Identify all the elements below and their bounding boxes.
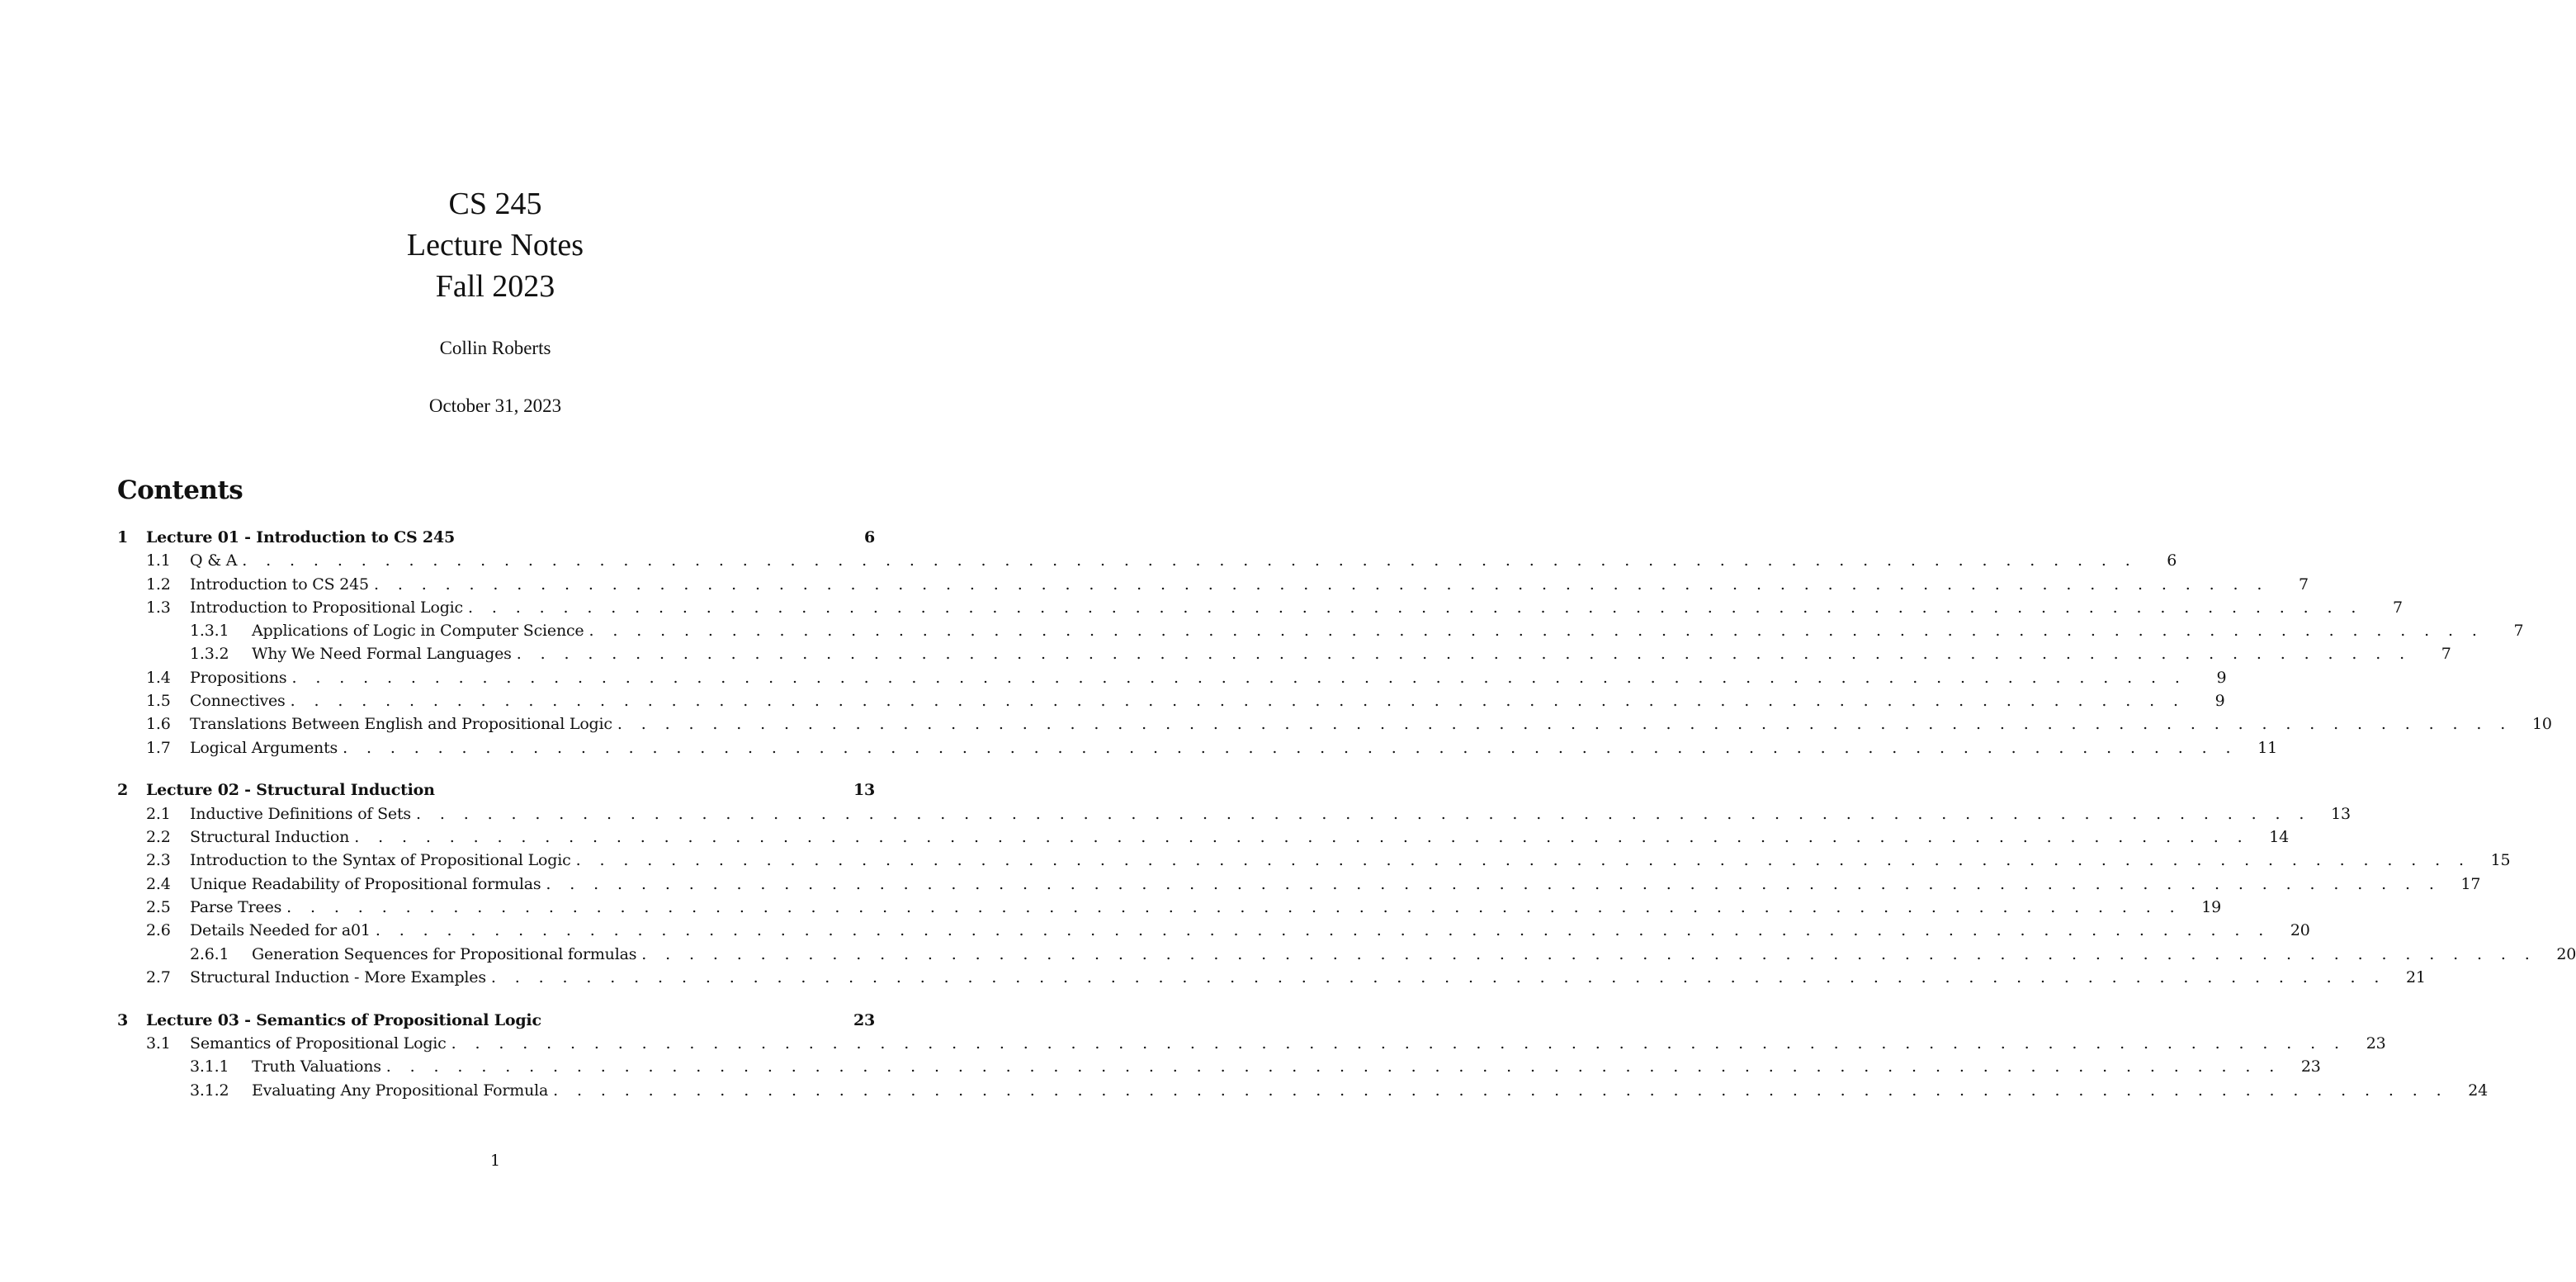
toc-entry-title: Propositions bbox=[190, 668, 287, 687]
toc-chapter-entry[interactable] bbox=[117, 1009, 875, 1032]
toc-entry-number: 2.5 bbox=[146, 897, 171, 916]
toc-entry-title: Evaluating Any Propositional Formula bbox=[252, 1081, 549, 1100]
toc-section-entry[interactable] bbox=[117, 919, 2310, 942]
dot-leader: . . . . . . . . . . . . . . . . . . . . . . . . . . . . . . . . . . . . . . . . . . . . . . . . . . . . . . . . . . . . . . . . . . . . . . . . . . . . . . . . bbox=[516, 645, 2412, 664]
dot-leader: . . . . . . . . . . . . . . . . . . . . . . . . . . . . . . . . . . . . . . . . . . . . . . . . . . . . . . . . . . . . . . . . . . . . . . . . . . . . . . . . bbox=[291, 668, 2187, 687]
toc-entry-title: Logical Arguments bbox=[190, 738, 338, 757]
toc-subsection-entry[interactable] bbox=[117, 642, 2451, 665]
toc-entry-page: 21 bbox=[2406, 967, 2426, 986]
toc-chapter-page: 6 bbox=[863, 528, 875, 546]
toc-entry-number: 3.1.1 bbox=[190, 1057, 229, 1076]
dot-leader: . . . . . . . . . . . . . . . . . . . . . . . . . . . . . . . . . . . . . . . . . . . . . . . . . . . . . . . . . . . . . . . . . . . . . . . . . . . . . . . . bbox=[354, 828, 2250, 847]
toc-entry-number: 1.4 bbox=[146, 668, 171, 687]
toc-entry-page: 11 bbox=[2257, 738, 2277, 757]
toc-entry-title: Q & A bbox=[190, 551, 238, 570]
toc-entry-title: Semantics of Propositional Logic bbox=[190, 1034, 447, 1053]
dot-leader: . . . . . . . . . . . . . . . . . . . . . . . . . . . . . . . . . . . . . . . . . . . . . . . . . . . . . . . . . . . . . . . . . . . . . . . . . . . . . . . . bbox=[546, 874, 2441, 893]
toc-section-entry[interactable] bbox=[117, 573, 2309, 596]
toc-entry-page: 9 bbox=[2214, 692, 2225, 711]
toc-entry-page: 17 bbox=[2460, 874, 2481, 893]
toc-entry-page: 24 bbox=[2468, 1081, 2489, 1100]
toc-chapter-number: 1 bbox=[117, 528, 129, 546]
toc-subsection-entry[interactable] bbox=[117, 1079, 2489, 1102]
dot-leader: . . . . . . . . . . . . . . . . . . . . . . . . . . . . . . . . . . . . . . . . . . . . . . . . . . . . . . . . . . . . . . . . . . . . . . . . . . . . . . . . bbox=[451, 1034, 2347, 1053]
toc-entry-number: 1.3.2 bbox=[190, 645, 229, 664]
toc-entry-number: 2.6.1 bbox=[190, 944, 229, 963]
toc-entry-number: 1.6 bbox=[146, 715, 171, 734]
dot-leader: . . . . . . . . . . . . . . . . . . . . . . . . . . . . . . . . . . . . . . . . . . . . . . . . . . . . . . . . . . . . . . . . . . . . . . . . . . . . . . . . bbox=[553, 1081, 2449, 1100]
toc-section-entry[interactable] bbox=[117, 666, 2227, 689]
contents-heading: Contents bbox=[117, 475, 243, 505]
dot-leader: . . . . . . . . . . . . . . . . . . . . . . . . . . . . . . . . . . . . . . . . . . . . . . . . . . . . . . . . . . . . . . . . . . . . . . . . . . . . . . . . bbox=[490, 967, 2386, 986]
dot-leader: . . . . . . . . . . . . . . . . . . . . . . . . . . . . . . . . . . . . . . . . . . . . . . . . . . . . . . . . . . . . . . . . . . . . . . . . . . . . . . . . bbox=[375, 921, 2271, 940]
dot-leader: . . . . . . . . . . . . . . . . . . . . . . . . . . . . . . . . . . . . . . . . . . . . . . . . . . . . . . . . . . . . . . . . . . . . . . . . . . . . . . . . bbox=[242, 551, 2138, 570]
toc-entry-page: 15 bbox=[2490, 851, 2511, 870]
toc-chapter-page: 13 bbox=[853, 781, 876, 800]
toc-entry-page: 7 bbox=[2441, 645, 2451, 664]
toc-entry-page: 19 bbox=[2201, 897, 2222, 916]
toc-entry-title: Generation Sequences for Propositional formulas bbox=[252, 944, 637, 963]
dot-leader: . . . . . . . . . . . . . . . . . . . . . . . . . . . . . . . . . . . . . . . . . . . . . . . . . . . . . . . . . . . . . . . . . . . . . . . . . . . . . . . . bbox=[385, 1057, 2281, 1076]
document-date: October 31, 2023 bbox=[428, 395, 562, 416]
toc-entry-page: 9 bbox=[2216, 668, 2227, 687]
toc-section-entry[interactable] bbox=[117, 549, 2177, 572]
toc-entry-title: Truth Valuations bbox=[252, 1057, 381, 1076]
toc-chapter-number: 2 bbox=[117, 781, 129, 800]
toc-entry-title: Structural Induction - More Examples bbox=[190, 967, 486, 986]
toc-chapter-entry[interactable] bbox=[117, 526, 875, 549]
toc-entry-number: 2.3 bbox=[146, 851, 171, 870]
toc-entry-number: 1.1 bbox=[146, 551, 171, 570]
toc-chapter-title: Lecture 03 - Semantics of Propositional Logic bbox=[146, 1010, 541, 1029]
toc-chapter-title: Lecture 01 - Introduction to CS 245 bbox=[146, 528, 455, 546]
toc-entry-title: Structural Induction bbox=[190, 828, 350, 847]
dot-leader: . . . . . . . . . . . . . . . . . . . . . . . . . . . . . . . . . . . . . . . . . . . . . . . . . . . . . . . . . . . . . . . . . . . . . . . . . . . . . . . . bbox=[467, 598, 2363, 617]
toc-entry-title: Parse Trees bbox=[190, 897, 282, 916]
toc-chapter-page: 23 bbox=[853, 1010, 876, 1029]
document-title-term: Fall 2023 bbox=[435, 269, 555, 304]
toc-section-entry[interactable] bbox=[117, 825, 2290, 849]
toc-entry-number: 1.7 bbox=[146, 738, 171, 757]
toc-section-entry[interactable] bbox=[117, 736, 2277, 759]
toc-entry-page: 20 bbox=[2290, 921, 2310, 940]
dot-leader: . . . . . . . . . . . . . . . . . . . . . . . . . . . . . . . . . . . . . . . . . . . . . . . . . . . . . . . . . . . . . . . . . . . . . . . . . . . . . . . . bbox=[588, 622, 2484, 641]
toc-chapter bbox=[117, 1009, 2489, 1102]
dot-leader: . . . . . . . . . . . . . . . . . . . . . . . . . . . . . . . . . . . . . . . . . . . . . . . . . . . . . . . . . . . . . . . . . . . . . . . . . . . . . . . . bbox=[290, 692, 2186, 711]
toc-entry-page: 7 bbox=[2298, 575, 2309, 594]
toc-entry-page: 13 bbox=[2331, 804, 2351, 823]
toc-section-entry[interactable] bbox=[117, 1032, 2386, 1055]
document-title-course: CS 245 bbox=[448, 187, 542, 221]
toc-entry-page: 7 bbox=[2513, 622, 2524, 641]
toc-subsection-entry[interactable] bbox=[117, 943, 2576, 966]
toc-entry-number: 2.4 bbox=[146, 874, 171, 893]
toc-entry-page: 23 bbox=[2300, 1057, 2321, 1076]
toc-entry-title: Connectives bbox=[190, 692, 286, 711]
toc-section-entry[interactable] bbox=[117, 596, 2403, 619]
toc-entry-number: 1.5 bbox=[146, 692, 171, 711]
toc-entry-number: 3.1.2 bbox=[190, 1081, 229, 1100]
dot-leader: . . . . . . . . . . . . . . . . . . . . . . . . . . . . . . . . . . . . . . . . . . . . . . . . . . . . . . . . . . . . . . . . . . . . . . . . . . . . . . . . bbox=[617, 715, 2512, 734]
toc-entry-title: Translations Between English and Propositional Logic bbox=[190, 715, 612, 734]
dot-leader: . . . . . . . . . . . . . . . . . . . . . . . . . . . . . . . . . . . . . . . . . . . . . . . . . . . . . . . . . . . . . . . . . . . . . . . . . . . . . . . . bbox=[286, 897, 2182, 916]
toc-entry-title: Applications of Logic in Computer Science bbox=[252, 622, 584, 641]
toc-section-entry[interactable] bbox=[117, 802, 2351, 825]
toc-entry-number: 2.7 bbox=[146, 967, 171, 986]
toc-entry-number: 2.6 bbox=[146, 921, 171, 940]
table-of-contents bbox=[117, 526, 2576, 1121]
toc-section-entry[interactable] bbox=[117, 689, 2225, 712]
title-block bbox=[0, 183, 990, 423]
toc-entry-page: 23 bbox=[2366, 1034, 2386, 1053]
toc-chapter-number: 3 bbox=[117, 1010, 129, 1029]
toc-chapter bbox=[117, 526, 2552, 759]
toc-entry-number: 2.1 bbox=[146, 804, 171, 823]
toc-chapter bbox=[117, 778, 2576, 989]
toc-entry-number: 1.3 bbox=[146, 598, 171, 617]
toc-section-entry[interactable] bbox=[117, 849, 2511, 872]
toc-entry-title: Why We Need Formal Languages bbox=[252, 645, 512, 664]
toc-entry-page: 10 bbox=[2531, 715, 2552, 734]
toc-section-entry[interactable] bbox=[117, 966, 2426, 989]
dot-leader: . . . . . . . . . . . . . . . . . . . . . . . . . . . . . . . . . . . . . . . . . . . . . . . . . . . . . . . . . . . . . . . . . . . . . . . . . . . . . . . . bbox=[373, 575, 2269, 594]
toc-entry-page: 20 bbox=[2556, 944, 2576, 963]
toc-entry-number: 2.2 bbox=[146, 828, 171, 847]
page-number: 1 bbox=[489, 1152, 501, 1170]
toc-entry-title: Unique Readability of Propositional formulas bbox=[190, 874, 541, 893]
author: Collin Roberts bbox=[439, 338, 551, 358]
toc-section-entry[interactable] bbox=[117, 896, 2222, 919]
toc-entry-title: Introduction to the Syntax of Propositional Logic bbox=[190, 851, 571, 870]
toc-subsection-entry[interactable] bbox=[117, 1055, 2321, 1078]
toc-entry-title: Details Needed for a01 bbox=[190, 921, 371, 940]
dot-leader: . . . . . . . . . . . . . . . . . . . . . . . . . . . . . . . . . . . . . . . . . . . . . . . . . . . . . . . . . . . . . . . . . . . . . . . . . . . . . . . . bbox=[641, 944, 2537, 963]
toc-chapter-title: Lecture 02 - Structural Induction bbox=[146, 781, 435, 800]
toc-entry-page: 7 bbox=[2392, 598, 2403, 617]
toc-subsection-entry[interactable] bbox=[117, 619, 2524, 642]
toc-entry-page: 14 bbox=[2269, 828, 2290, 847]
toc-entry-number: 3.1 bbox=[146, 1034, 171, 1053]
dot-leader: . . . . . . . . . . . . . . . . . . . . . . . . . . . . . . . . . . . . . . . . . . . . . . . . . . . . . . . . . . . . . . . . . . . . . . . . . . . . . . . . bbox=[575, 851, 2471, 870]
toc-entry-title: Introduction to CS 245 bbox=[190, 575, 369, 594]
document-title-kind: Lecture Notes bbox=[406, 228, 584, 263]
toc-entry-number: 1.2 bbox=[146, 575, 171, 594]
dot-leader: . . . . . . . . . . . . . . . . . . . . . . . . . . . . . . . . . . . . . . . . . . . . . . . . . . . . . . . . . . . . . . . . . . . . . . . . . . . . . . . . bbox=[415, 804, 2311, 823]
dot-leader: . . . . . . . . . . . . . . . . . . . . . . . . . . . . . . . . . . . . . . . . . . . . . . . . . . . . . . . . . . . . . . . . . . . . . . . . . . . . . . . . bbox=[343, 738, 2238, 757]
toc-section-entry[interactable] bbox=[117, 712, 2552, 736]
toc-section-entry[interactable] bbox=[117, 873, 2481, 896]
toc-chapter-entry[interactable] bbox=[117, 778, 875, 802]
toc-entry-page: 6 bbox=[2167, 551, 2177, 570]
toc-entry-title: Inductive Definitions of Sets bbox=[190, 804, 411, 823]
toc-entry-title: Introduction to Propositional Logic bbox=[190, 598, 463, 617]
toc-entry-number: 1.3.1 bbox=[190, 622, 229, 641]
